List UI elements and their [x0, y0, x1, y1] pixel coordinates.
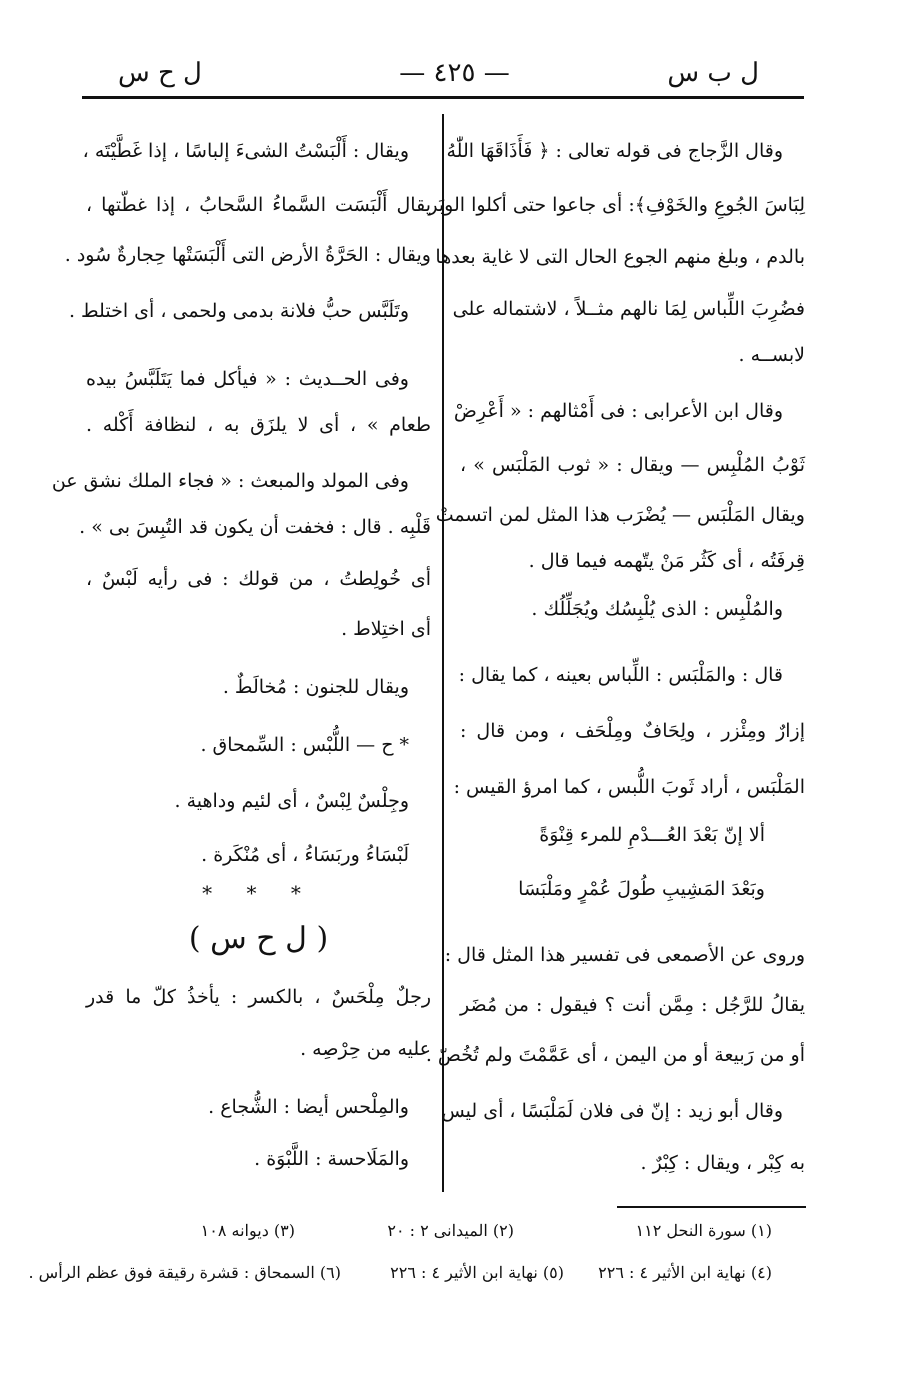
text-line: قِرفَتُه ، أى كَثُر مَنْ يتّهمه فيما قال . — [528, 550, 805, 572]
text-line: والمِلْحس أيضا : الشُّجاع . — [208, 1096, 409, 1118]
text-line: وتَلَبَّس حبُّ فلانة بدمى ولحمى ، أى اختلط . — [68, 300, 409, 322]
text-line: به كِبْر ، ويقال : كِبْرٌ . — [640, 1152, 805, 1174]
page-number: — ٤٢٥ — — [399, 58, 510, 88]
text-line: ويقال : الحَرَّةُ الأرض التى أَلْبَسَتْها حِجارةٌ سُود . — [64, 244, 431, 266]
footnote: (٤) نهاية ابن الأثير ٤ : ٢٢٦ — [598, 1263, 772, 1282]
footnote-rule — [617, 1206, 806, 1208]
text-line: فضُرِبَ اللِّباس لِمَا نالهم مثــلاً ، لاشتماله على — [452, 298, 805, 320]
text-line: ويقال للجنون : مُخالَطٌ . — [222, 676, 409, 698]
text-line: ثَوْبُ المُلْبِس — ويقال : « ثوب المَلْبَس » ، — [460, 454, 805, 476]
text-line: وجِلْسٌ لِبْسٌ ، أى لئيم وداهية . — [174, 790, 409, 812]
text-line: أو من رَبيعة أو من اليمن ، أى عَمَّمْتَ ولم تُخُصّ . — [425, 1044, 805, 1066]
text-line: ويقال المَلْبَس — يُضْرَب هذا المثل لمن اتسمتْ — [435, 504, 805, 526]
text-line: إزارٌ ومِئْزر ، ولِحَافٌ ومِلْحَف ، ومن قال : — [460, 720, 805, 742]
text-line: وقال أبو زيد : إنّ فى فلان لَمَلْبَسًا ، أى ليس — [441, 1100, 783, 1122]
footnote: (١) سورة النحل ١١٢ — [635, 1221, 772, 1240]
text-line: وفى المولد والمبعث : « فجاء الملك نشق عن — [51, 470, 409, 492]
text-line: وقال الزَّجاج فى قوله تعالى : ﴿ فَأَذَاقَهَا اللّٰهُ — [446, 140, 783, 162]
text-line: قَلْبِه . قال : فخفت أن يكون قد التُبِسَ بى » . — [79, 516, 431, 538]
text-line: وروى عن الأصمعى فى تفسير هذا المثل قال : — [444, 944, 805, 966]
text-line: عليه من حِرْصِه . — [300, 1038, 431, 1060]
text-line: لابســه . — [738, 344, 805, 366]
text-line: وفى الحــديث : « فيأكل فما يَتَلَبَّسُ بيده — [86, 368, 409, 390]
text-line: والمُلْبِس : الذى يُلْبِسُك ويُجَلِّلُك . — [531, 598, 783, 620]
text-line: ويقال : أَلْبَسْتُ الشىءَ إلباسًا ، إذا غَطَّيْتَه ، — [82, 140, 409, 162]
text-line: يقالُ للرَّجُل : مِمَّن أنت ؟ فيقول : من مُضَر — [460, 994, 805, 1016]
text-line: بالدم ، وبلغ منهم الجوع الحال التى لا غاية بعدها — [435, 246, 805, 268]
footnote: (٣) ديوانه ١٠٨ — [200, 1221, 295, 1240]
text-line: يقال أَلْبَسَت السَّماءُ السَّحابُ ، إذا غطّتها ، — [86, 194, 431, 216]
text-line: أى اختِلاط . — [341, 618, 431, 640]
footnote: (٥) نهاية ابن الأثير ٤ : ٢٢٦ — [390, 1263, 564, 1282]
header-root-right: ل ب س — [667, 58, 759, 88]
section-heading: ( ل ح س ) — [188, 921, 329, 956]
text-line: قال : والمَلْبَس : اللِّباس بعينه ، كما يقال : — [458, 664, 783, 686]
text-line: رجلٌ مِلْحَسٌ ، بالكسر : يأخذُ كلّ ما قدر — [86, 986, 431, 1008]
text-line: وقال ابن الأعرابى : فى أَمْثالهم : « أَعْرِضْ — [453, 400, 783, 422]
text-line: أى خُولِطتُ ، من قولك : فى رأيه لَبْسٌ ، — [86, 568, 431, 590]
text-line: لِبَاسَ الجُوعِ والخَوْفِ﴾: أى جاعوا حتى أكلوا الوبَر — [428, 194, 805, 216]
section-separator: * * * — [202, 881, 315, 905]
footnote: (٢) الميدانى ٢ : ٢٠ — [387, 1221, 514, 1240]
poem-line: ألا إنّ بَعْدَ العُـــدْمِ للمرء قِنْوَةً — [539, 824, 765, 846]
header-rule — [82, 96, 804, 99]
text-line: * ح — اللُّبْس : السِّمحاق . — [200, 734, 409, 756]
column-divider — [442, 114, 444, 1192]
text-line: لَبْسَاءُ وربَسَاءُ ، أى مُنْكَرة . — [201, 844, 409, 866]
header-root-left: ل ح س — [118, 58, 202, 88]
footnote: (٦) السمحاق : قشرة رقيقة فوق عظم الرأس . — [28, 1263, 341, 1282]
poem-line: وبَعْدَ المَشِيبِ طُولَ عُمْرٍ ومَلْبَسَا — [518, 878, 765, 900]
text-line: والمَلَاحسة : اللَّبْوَة . — [254, 1148, 409, 1170]
text-line: المَلْبَس ، أراد ثَوبَ اللُّبس ، كما امرؤ القيس : — [453, 776, 805, 798]
text-line: طعام » ، أى لا يلزَق به ، لنظافة أَكْله . — [86, 414, 431, 436]
